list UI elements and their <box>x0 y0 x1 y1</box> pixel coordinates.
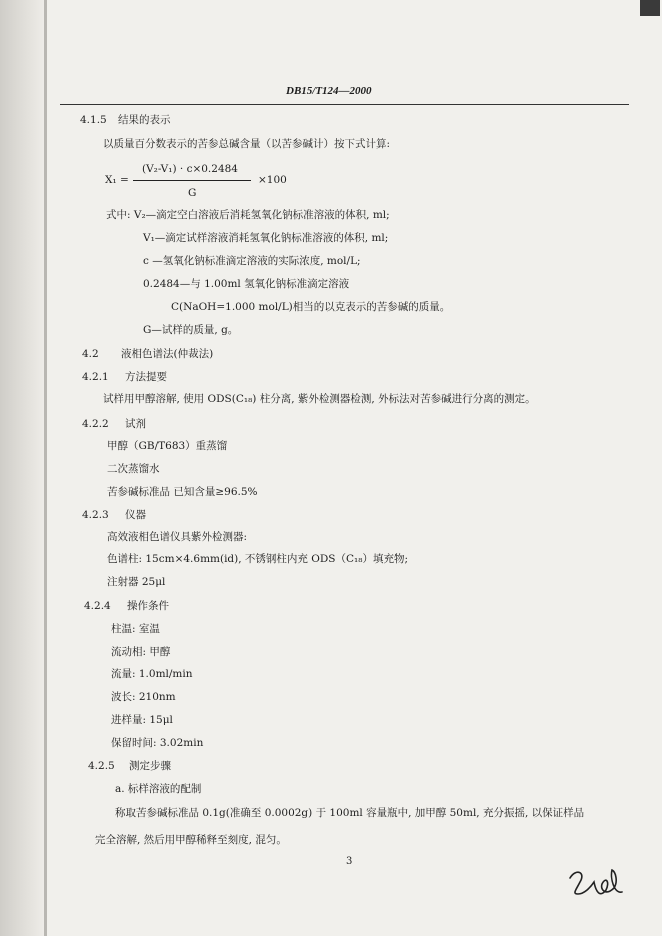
condition-mobile-phase: 流动相: 甲醇 <box>111 646 171 658</box>
section-4-2-2-title: 试剂 <box>125 418 146 430</box>
section-4-2-title: 液相色谱法(仲裁法) <box>121 348 214 360</box>
section-4-1-5-number: 4.1.5 <box>80 114 107 126</box>
where-constant-line1: 0.2484—与 1.00ml 氢氧化钠标准滴定溶液 <box>143 278 350 290</box>
page-edge <box>0 0 44 936</box>
formula-multiplier: ×100 <box>258 174 287 186</box>
where-v2: 式中: V₂—滴定空白溶液后消耗氢氧化钠标准溶液的体积, ml; <box>106 209 390 221</box>
condition-injection-volume: 进样量: 15μl <box>111 714 173 726</box>
header-rule <box>60 104 629 105</box>
scan-corner-mark <box>640 0 660 16</box>
section-4-2-5-number: 4.2.5 <box>88 760 115 772</box>
section-4-1-5-title: 结果的表示 <box>118 114 171 126</box>
section-4-2-number: 4.2 <box>82 348 99 360</box>
where-constant-line2: C(NaOH=1.000 mol/L)相当的以克表示的苦参碱的质量。 <box>171 301 451 313</box>
where-c: c —氢氧化钠标准滴定溶液的实际浓度, mol/L; <box>143 255 361 267</box>
page-number: 3 <box>346 856 353 867</box>
fraction-line <box>133 180 251 181</box>
step-a-text-line1: 称取苦参碱标准品 0.1g(准确至 0.0002g) 于 100ml 容量瓶中, 加甲醇 50ml, 充分振摇, 以保证样品 <box>115 807 585 819</box>
handwritten-signature <box>566 864 632 904</box>
condition-retention-time: 保留时间: 3.02min <box>111 737 204 749</box>
instrument-syringe: 注射器 25μl <box>107 576 166 588</box>
condition-flow-rate: 流量: 1.0ml/min <box>111 668 193 680</box>
instrument-column: 色谱柱: 15cm×4.6mm(id), 不锈钢柱内充 ODS（C₁₈）填充物; <box>107 553 408 565</box>
section-4-2-5-title: 测定步骤 <box>129 760 171 772</box>
formula-intro: 以质量百分数表示的苦参总碱含量（以苦参碱计）按下式计算: <box>103 138 391 150</box>
step-a-text-line2: 完全溶解, 然后用甲醇稀释至刻度, 混匀。 <box>95 834 287 846</box>
section-4-2-4-title: 操作条件 <box>127 600 169 612</box>
instrument-hplc: 高效液相色谱仪具紫外检测器: <box>107 531 248 543</box>
formula-lhs: X₁ = <box>105 174 129 186</box>
reagent-water: 二次蒸馏水 <box>107 463 160 475</box>
formula-numerator: (V₂-V₁) · c×0.2484 <box>142 163 238 175</box>
section-4-2-1-text: 试样用甲醇溶解, 使用 ODS(C₁₈) 柱分离, 紫外检测器检测, 外标法对苦参碱进行分离的测定。 <box>103 393 536 405</box>
reagent-standard: 苦参碱标准品 已知含量≥96.5% <box>107 486 258 498</box>
section-4-2-2-number: 4.2.2 <box>82 418 109 430</box>
reagent-methanol: 甲醇（GB/T683）重蒸馏 <box>107 440 228 452</box>
header-title: DB15/T124—2000 <box>286 85 372 97</box>
where-v1: V₁—滴定试样溶液消耗氢氧化钠标准溶液的体积, ml; <box>143 232 389 244</box>
section-4-2-4-number: 4.2.4 <box>84 600 111 612</box>
section-4-2-1-number: 4.2.1 <box>82 371 109 383</box>
formula-denominator: G <box>188 187 197 199</box>
step-a-title: a. 标样溶液的配制 <box>115 783 202 795</box>
where-g: G—试样的质量, g。 <box>143 324 239 336</box>
condition-column-temp: 柱温: 室温 <box>111 623 160 635</box>
section-4-2-3-number: 4.2.3 <box>82 509 109 521</box>
section-4-2-1-title: 方法提要 <box>125 371 167 383</box>
condition-wavelength: 波长: 210nm <box>111 691 176 703</box>
page-shadow <box>44 0 47 936</box>
section-4-2-3-title: 仪器 <box>125 509 146 521</box>
